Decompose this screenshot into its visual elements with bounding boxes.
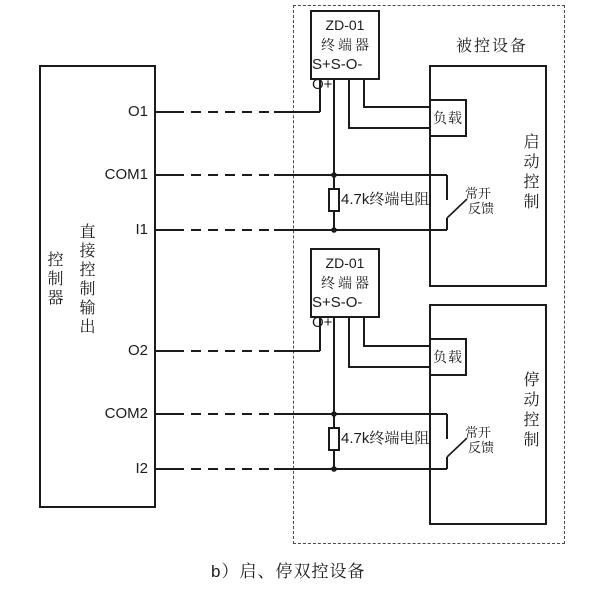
terminator-1-pins: S+S-O-O+ [312,56,363,93]
feedback-1-line1: 常开 [465,186,492,201]
wire-oplus-2 [364,318,429,346]
wire-ominus-1 [349,80,429,128]
junction-dot [331,411,337,417]
junction-dot [331,227,337,233]
wire-i2 [156,457,447,469]
feedback-2-line2: 反馈 [468,440,495,455]
terminator-2-pins: S+S-O-O+ [312,294,363,331]
feedback-2-line1: 常开 [465,425,492,440]
resistor-1-label: 4.7k终端电阻 [341,191,430,208]
wire-ominus-2 [349,318,429,367]
feedback-2-label [465,425,494,455]
terminator-1-type: 终端器 [321,37,372,53]
resistor-2-symbol [329,428,339,450]
stop-control-label: 停动控制 [521,371,538,451]
resistor-2-label: 4.7k终端电阻 [341,430,430,447]
no-switch-1-blade [447,199,467,218]
terminal-label-o2: O2 [127,342,148,359]
no-switch-2-blade [447,438,467,457]
feedback-1-label [465,186,494,216]
terminator-2-type: 终端器 [321,275,372,291]
terminal-label-o1: O1 [127,103,148,120]
feedback-1-line2: 反馈 [468,201,495,216]
junction-dot [331,466,337,472]
wire-o2 [156,318,320,351]
load-1-label: 负载 [433,110,463,126]
controller-output-label: 直接控制输出 [77,223,94,337]
controller-name: 控制器 [45,251,62,308]
terminal-label-i1: I1 [135,221,148,238]
wire-o1 [156,80,320,112]
figure-caption: b）启、停双控设备 [211,562,366,581]
controlled-device-title: 被控设备 [456,38,529,55]
resistor-1-symbol [329,189,339,211]
wire-i1 [156,218,447,230]
terminal-label-i2: I2 [135,460,148,477]
terminal-label-com2: COM2 [104,405,148,422]
load-2-label: 负载 [433,349,463,365]
terminal-label-com1: COM1 [104,166,148,183]
terminator-1-model: ZD-01 [325,17,365,33]
terminator-2-model: ZD-01 [325,255,365,271]
start-control-label: 启动控制 [521,133,538,213]
wire-oplus-1 [364,80,429,107]
junction-dot [331,172,337,178]
